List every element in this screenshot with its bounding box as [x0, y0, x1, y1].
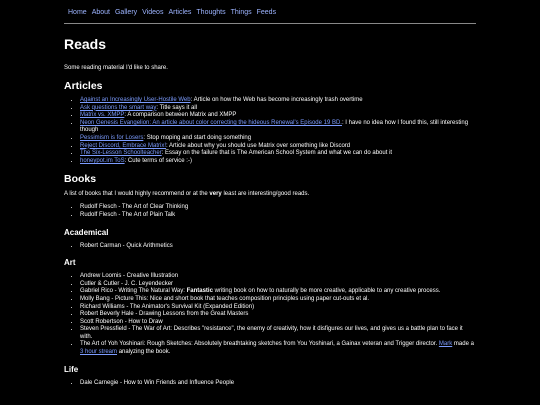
books-list [64, 204, 474, 219]
article-description: : Title says it all [156, 104, 198, 111]
page-title: Reads [64, 36, 107, 52]
article-item [80, 143, 474, 151]
art-item: • Steven Pressfield - The War of Art: Describes "resistance", the enemy of creativity, how it disfigures our lives, and gives us a battle plan to face it with. [80, 326, 474, 341]
article-link[interactable]: Neon Genesis Evangelion: An article about color correcting the hideous Renewal's Episode 19 BD. [80, 119, 342, 126]
nav-link-about[interactable]: About [91, 9, 110, 16]
art-item-end: analyzing the book. [117, 349, 171, 356]
article-description: : I have no idea how I found this, still interesting though [80, 119, 469, 134]
art-item-end: writing book on how to naturally be more creative, applicable to any creative process. [212, 288, 441, 295]
books-heading: Books [64, 173, 97, 186]
nav-link-articles[interactable]: Articles [168, 9, 192, 16]
academical-item: • Robert Carman - Quick Arithmetics [80, 243, 474, 251]
nav-link-gallery[interactable]: Gallery [114, 9, 138, 16]
article-link[interactable]: Reject Discord, Embrace Matrix! [80, 142, 167, 149]
article-description: : Cute terms of service :-) [124, 157, 192, 164]
article-link[interactable]: Ask questions the smart way [80, 104, 157, 111]
books-item: • Rudolf Flesch - The Art of Plain Talk [80, 212, 474, 220]
art-item: • Richard Williams - The Animator's Survival Kit (Expanded Edition) [80, 304, 474, 312]
article-item [80, 120, 474, 135]
article-description: : Essay on the failure that is The American School System and what we can do about it [161, 150, 393, 157]
life-heading: Life [64, 364, 79, 374]
article-description: : A comparison between Matrix and XMPP [124, 112, 237, 119]
art-item: • Scott Robertson - How to Draw [80, 319, 474, 327]
nav-link-feeds[interactable]: Feeds [256, 9, 277, 16]
top-nav [68, 8, 281, 17]
art-item [80, 341, 474, 356]
article-description: : Article about why you should use Matrix over something like Discord [166, 142, 351, 149]
nav-link-home[interactable]: Home [68, 9, 87, 16]
nav-divider [64, 23, 476, 24]
article-item [80, 97, 474, 105]
art-item: • Cutler & Cutler - J. C. Leyendecker [80, 281, 474, 289]
books-item: • Rudolf Flesch - The Art of Clear Thinking [80, 204, 474, 212]
art-item: • Molly Bang - Picture This: Nice and short book that teaches composition principles using paper cut-outs et al. [80, 296, 474, 304]
article-item [80, 135, 474, 143]
stream-link[interactable]: 3 hour stream [80, 349, 118, 356]
art-item-middle: made a [452, 341, 474, 348]
intro-text: Some reading material I'd like to share. [64, 65, 168, 71]
article-item [80, 112, 474, 120]
books-intro-start: A list of books that I would highly recommend or at the [64, 191, 210, 198]
nav-link-videos[interactable]: Videos [142, 9, 164, 16]
article-description: : Stop moping and start doing something [143, 134, 252, 141]
article-link[interactable]: Against an Increasingly User-Hostile Web [80, 97, 191, 103]
nav-link-thoughts[interactable]: Thoughts [196, 9, 226, 16]
art-item-start: The Art of Yoh Yoshinari: Rough Sketches: Absolutely breathtaking sketches from You Yoshinari, a Gainax veteran and Trigger director. [80, 341, 439, 348]
art-heading: Art [64, 258, 76, 268]
articles-list [64, 97, 474, 165]
article-link[interactable]: The Six-Lesson Schoolteacher [80, 150, 162, 157]
life-item: • Dale Carnegie - How to Win Friends and Influence People [80, 380, 474, 388]
articles-heading: Articles [64, 80, 103, 92]
art-item-emphasis: Fantastic [186, 288, 213, 295]
article-link[interactable]: honeypot.im ToS [80, 157, 125, 164]
article-item [80, 158, 474, 166]
art-item: • Robert Beverly Hale - Drawing Lessons from the Great Masters [80, 311, 474, 319]
main-content [64, 30, 474, 391]
academical-list [64, 243, 474, 251]
art-item [80, 288, 474, 296]
books-intro [64, 190, 474, 198]
article-item [80, 105, 474, 113]
art-item: • Andrew Loomis - Creative Illustration [80, 273, 474, 281]
books-intro-end: least are interesting/good reads. [221, 191, 310, 198]
article-description: : Article on how the Web has become increasingly trash overtime [190, 97, 363, 103]
books-intro-bold: very [209, 191, 222, 198]
nav-link-things[interactable]: Things [230, 9, 252, 16]
article-item [80, 150, 474, 158]
mark-link[interactable]: Mark [438, 341, 453, 348]
art-list [64, 273, 474, 357]
art-item-start: Gabriel Rico - Writing The Natural Way: [80, 288, 187, 295]
article-link[interactable]: Matrix vs. XMPP [80, 112, 125, 119]
article-link[interactable]: Pessimism is for Losers [80, 134, 144, 141]
academical-heading: Academical [64, 227, 109, 237]
life-list [64, 380, 474, 388]
